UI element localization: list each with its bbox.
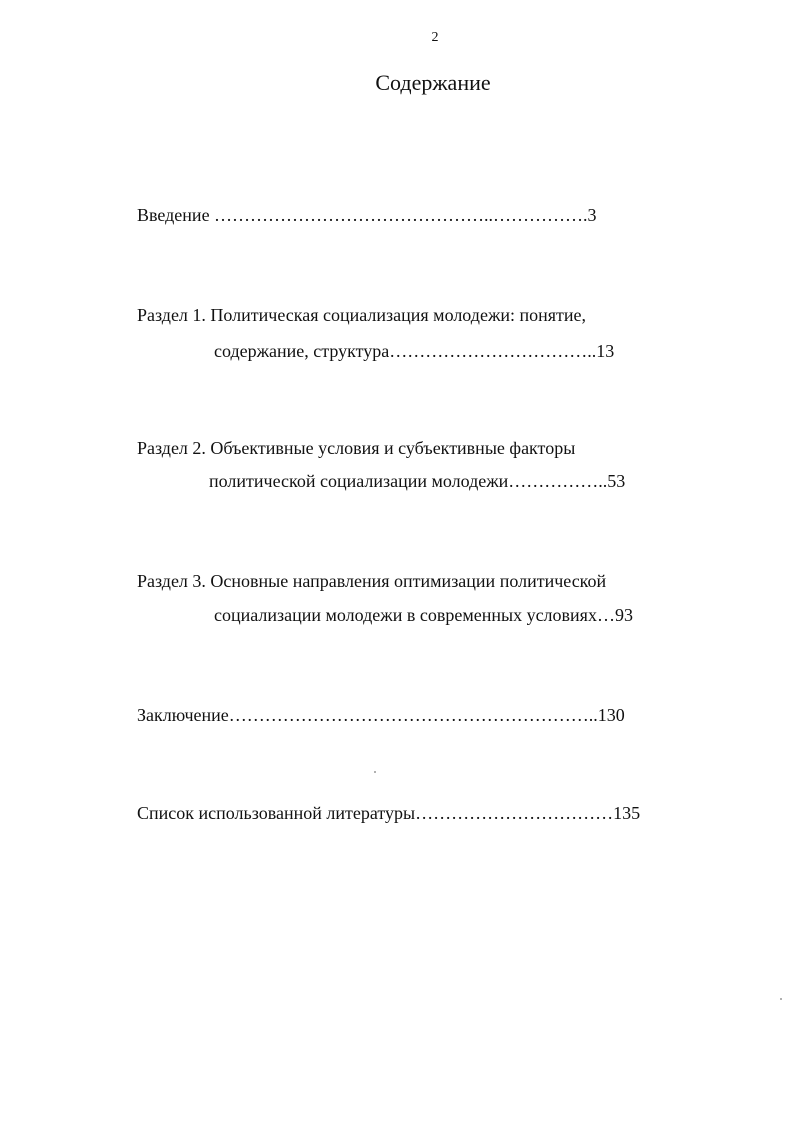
scan-artifact-dot bbox=[374, 771, 376, 773]
toc-entry-section-2-line-2: политической социализации молодежи……………..53 bbox=[209, 471, 626, 491]
toc-entry-section-1-line-1: Раздел 1. Политическая социализация молодежи: понятие, bbox=[137, 305, 587, 325]
toc-entry-bibliography: Список использованной литературы……………………………135 bbox=[137, 803, 641, 823]
toc-entry-section-1-line-2: содержание, структура……………………………..13 bbox=[214, 341, 615, 361]
toc-entry-introduction: Введение ………………………………………..…………….3 bbox=[137, 205, 597, 225]
toc-entry-section-3-line-2: социализации молодежи в современных условиях…93 bbox=[214, 605, 633, 625]
page-title: Содержание bbox=[375, 70, 491, 95]
toc-entry-section-3-line-1: Раздел 3. Основные направления оптимизации политической bbox=[137, 571, 607, 591]
page-number: 2 bbox=[431, 30, 439, 45]
toc-entry-section-2-line-1: Раздел 2. Объективные условия и субъективные факторы bbox=[137, 438, 576, 458]
toc-entry-conclusion: Заключение……………………………………………………..130 bbox=[137, 705, 625, 725]
scan-artifact-dot bbox=[780, 998, 782, 1000]
